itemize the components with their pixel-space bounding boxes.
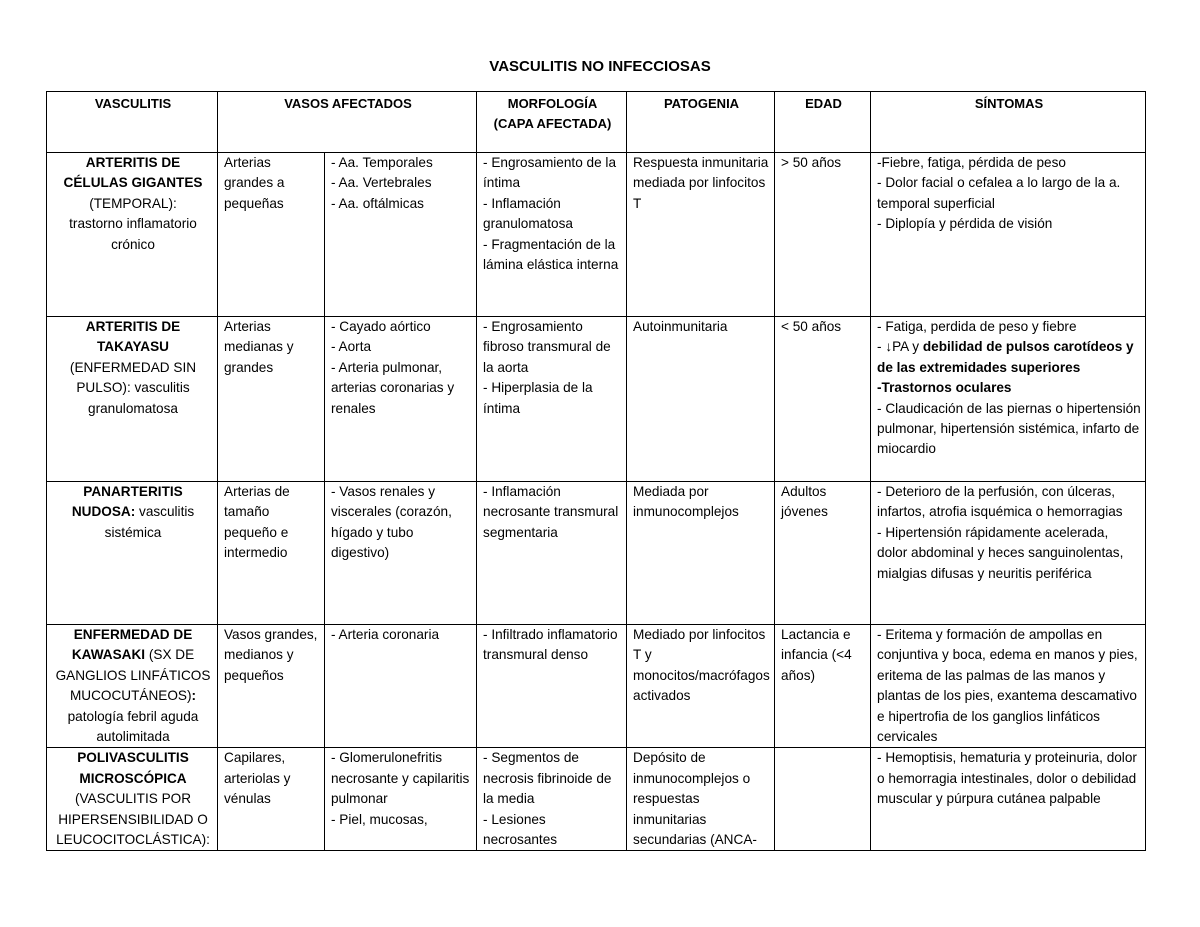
list-item: - Glomerulonefritis necrosante y capilaritis pulmonar (331, 750, 470, 807)
header-row (47, 92, 1146, 153)
vasculitis-desc: autolimitada (96, 729, 170, 745)
list-item: - Inflamación granulomatosa (483, 195, 573, 232)
vasculitis-desc: granulomatosa (88, 400, 178, 416)
cell-edad: Adultos jóvenes (775, 482, 871, 625)
list-item: - Diplopía y pérdida de visión (877, 216, 1053, 232)
list-item: - Lesiones necrosantes (483, 811, 558, 848)
list-item: - Aa. oftálmicas (331, 195, 424, 211)
cell-edad: Lactancia e infancia (<4 años) (775, 625, 871, 748)
header-patogenia: PATOGENIA (627, 92, 775, 153)
list-item: - Segmentos de necrosis fibrinoide de la media (483, 750, 612, 807)
vasculitis-desc: MUCOCUTÁNEOS) (69, 688, 192, 704)
vasculitis-name: PANARTERITIS (83, 484, 183, 499)
list-item: - Engrosamiento fibroso transmural de la aorta (483, 319, 611, 375)
list-item: - Arteria pulmonar, arterias coronarias y renales (331, 359, 455, 416)
header-vasculitis: VASCULITIS (47, 92, 218, 153)
header-morfologia-line1: MORFOLOGÍA (507, 96, 598, 111)
cell-edad: < 50 años (775, 317, 871, 482)
list-item: - Eritema y formación de ampollas en conjuntiva y boca, edema en manos y pies, eritema de las palmas de las manos y plantas de los pies, exantema descamativo e hipertrofia de los ganglios linfáticos cervicales (877, 627, 1138, 745)
vasculitis-desc: patología febril aguda (67, 708, 199, 724)
list-item: - Fragmentación de la lámina elástica interna (483, 236, 619, 273)
cell-edad: > 50 años (775, 153, 871, 317)
list-item: - Arteria coronaria (331, 627, 440, 642)
cell-morfologia (477, 153, 627, 317)
symptom-text-bold: debilidad de pulsos carotídeos y de las extremidades superiores (877, 339, 1134, 375)
vasculitis-name-line (53, 502, 213, 522)
cell-vasos-tipo: Arterias de tamaño pequeño e intermedio (218, 482, 325, 625)
vasculitis-desc: LEUCOCITOCLÁSTICA): (56, 832, 210, 848)
list-item: - Dolor facial o cefalea a lo largo de la a. temporal superficial (877, 175, 1121, 211)
vasculitis-desc: sistémica (104, 524, 162, 540)
table-row (47, 748, 1146, 851)
vasculitis-desc: HIPERSENSIBILIDAD O (58, 811, 208, 827)
list-item: - Hemoptisis, hematuria y proteinuria, dolor o hemorragia intestinales, dolor o debilidad muscular y púrpura cutánea palpable (877, 750, 1137, 807)
cell-vasculitis (47, 317, 218, 482)
vasculitis-name: POLIVASCULITIS (77, 750, 189, 766)
vasculitis-name: NUDOSA: (71, 504, 136, 520)
cell-vasos-tipo: Arterias grandes a pequeñas (218, 153, 325, 317)
list-item: - Cayado aórtico (331, 319, 431, 334)
cell-patogenia: Respuesta inmunitaria mediada por linfocitos T (627, 153, 775, 317)
cell-morfologia (477, 317, 627, 482)
cell-morfologia (477, 482, 627, 625)
list-item: - Inflamación necrosante transmural segmentaria (483, 484, 619, 540)
vasculitis-desc: (ENFERMEDAD SIN (69, 359, 197, 375)
list-item: - Engrosamiento de la íntima (483, 155, 617, 191)
list-item: -Fiebre, fatiga, pérdida de peso (877, 155, 1066, 170)
list-item: - Hipertensión rápidamente acelerada, dolor abdominal y heces sanguinolentas, mialgias difusas y neuritis periférica (877, 524, 1124, 581)
list-item: - Piel, mucosas, (331, 811, 428, 827)
header-vasos: VASOS AFECTADOS (218, 92, 477, 153)
vasculitis-name: ARTERITIS DE (85, 155, 181, 170)
cell-sintomas (871, 317, 1146, 482)
cell-vasos-detalle (325, 482, 477, 625)
cell-patogenia: Mediada por inmunocomplejos (627, 482, 775, 625)
header-morfologia-line2: (CAPA AFECTADA) (493, 116, 612, 132)
header-sintomas: SÍNTOMAS (871, 92, 1146, 153)
table-row (47, 153, 1146, 317)
page-title: VASCULITIS NO INFECCIOSAS (489, 58, 711, 75)
cell-sintomas (871, 625, 1146, 748)
list-item: - Hiperplasia de la íntima (483, 380, 593, 416)
list-item: - Fatiga, perdida de peso y fiebre (877, 319, 1077, 334)
list-item: -Trastornos oculares (877, 380, 1012, 396)
cell-vasculitis (47, 748, 218, 851)
cell-sintomas (871, 748, 1146, 851)
list-item: - Deterioro de la perfusión, con úlceras, infartos, atrofia isquémica o hemorragias (877, 484, 1123, 520)
vasculitis-name: CÉLULAS GIGANTES (63, 175, 203, 191)
table-row (47, 625, 1146, 748)
vasculitis-name: MICROSCÓPICA (79, 770, 187, 786)
vasculitis-name-line (53, 645, 213, 665)
cell-vasos-detalle (325, 317, 477, 482)
vasculitis-table (46, 91, 1146, 851)
vasculitis-desc: vasculitis (135, 504, 195, 520)
cell-vasos-detalle (325, 153, 477, 317)
cell-vasculitis (47, 153, 218, 317)
cell-vasos-detalle (325, 625, 477, 748)
vasculitis-desc: PULSO): vasculitis (76, 380, 190, 396)
cell-vasos-tipo: Arterias medianas y grandes (218, 317, 325, 482)
cell-vasos-detalle (325, 748, 477, 851)
vasculitis-desc: (TEMPORAL): (89, 195, 177, 211)
cell-vasculitis (47, 482, 218, 625)
table-row (47, 317, 1146, 482)
cell-sintomas (871, 153, 1146, 317)
vasculitis-desc: trastorno inflamatorio (69, 216, 197, 232)
cell-vasos-tipo: Capilares, arteriolas y vénulas (218, 748, 325, 851)
header-morfologia (477, 92, 627, 153)
cell-sintomas (871, 482, 1146, 625)
vasculitis-desc: crónico (111, 236, 155, 252)
table-row (47, 482, 1146, 625)
vasculitis-desc: (SX DE (145, 647, 195, 663)
list-item: - Claudicación de las piernas o hipertensión pulmonar, hipertensión sistémica, infarto de miocardio (877, 400, 1141, 457)
cell-vasos-tipo: Vasos grandes, medianos y pequeños (218, 625, 325, 748)
vasculitis-name: KAWASAKI (71, 647, 146, 663)
list-item: - Aa. Vertebrales (331, 175, 432, 191)
cell-edad (775, 748, 871, 851)
vasculitis-desc: GANGLIOS LINFÁTICOS (55, 667, 211, 683)
list-item: - Aa. Temporales (331, 155, 433, 170)
list-item (877, 337, 1141, 378)
cell-morfologia (477, 625, 627, 748)
vasculitis-desc: : (191, 688, 197, 704)
list-item: - Infiltrado inflamatorio transmural denso (483, 627, 618, 663)
vasculitis-name: ENFERMEDAD DE (73, 627, 193, 642)
cell-patogenia: Autoinmunitaria (627, 317, 775, 482)
header-edad: EDAD (775, 92, 871, 153)
cell-patogenia: Depósito de inmunocomplejos o respuestas inmunitarias secundarias (ANCA- (627, 748, 775, 851)
symptom-text: - ↓PA y (877, 339, 923, 355)
vasculitis-name: ARTERITIS DE (85, 319, 181, 334)
cell-morfologia (477, 748, 627, 851)
list-item: - Aorta (331, 339, 372, 355)
vasculitis-desc: (VASCULITIS POR (74, 791, 192, 807)
cell-patogenia: Mediado por linfocitos T y monocitos/macrófagos activados (627, 625, 775, 748)
vasculitis-name: TAKAYASU (96, 339, 170, 355)
list-item: - Vasos renales y viscerales (corazón, hígado y tubo digestivo) (331, 484, 452, 561)
cell-vasculitis (47, 625, 218, 748)
vasculitis-desc-line (53, 686, 213, 706)
